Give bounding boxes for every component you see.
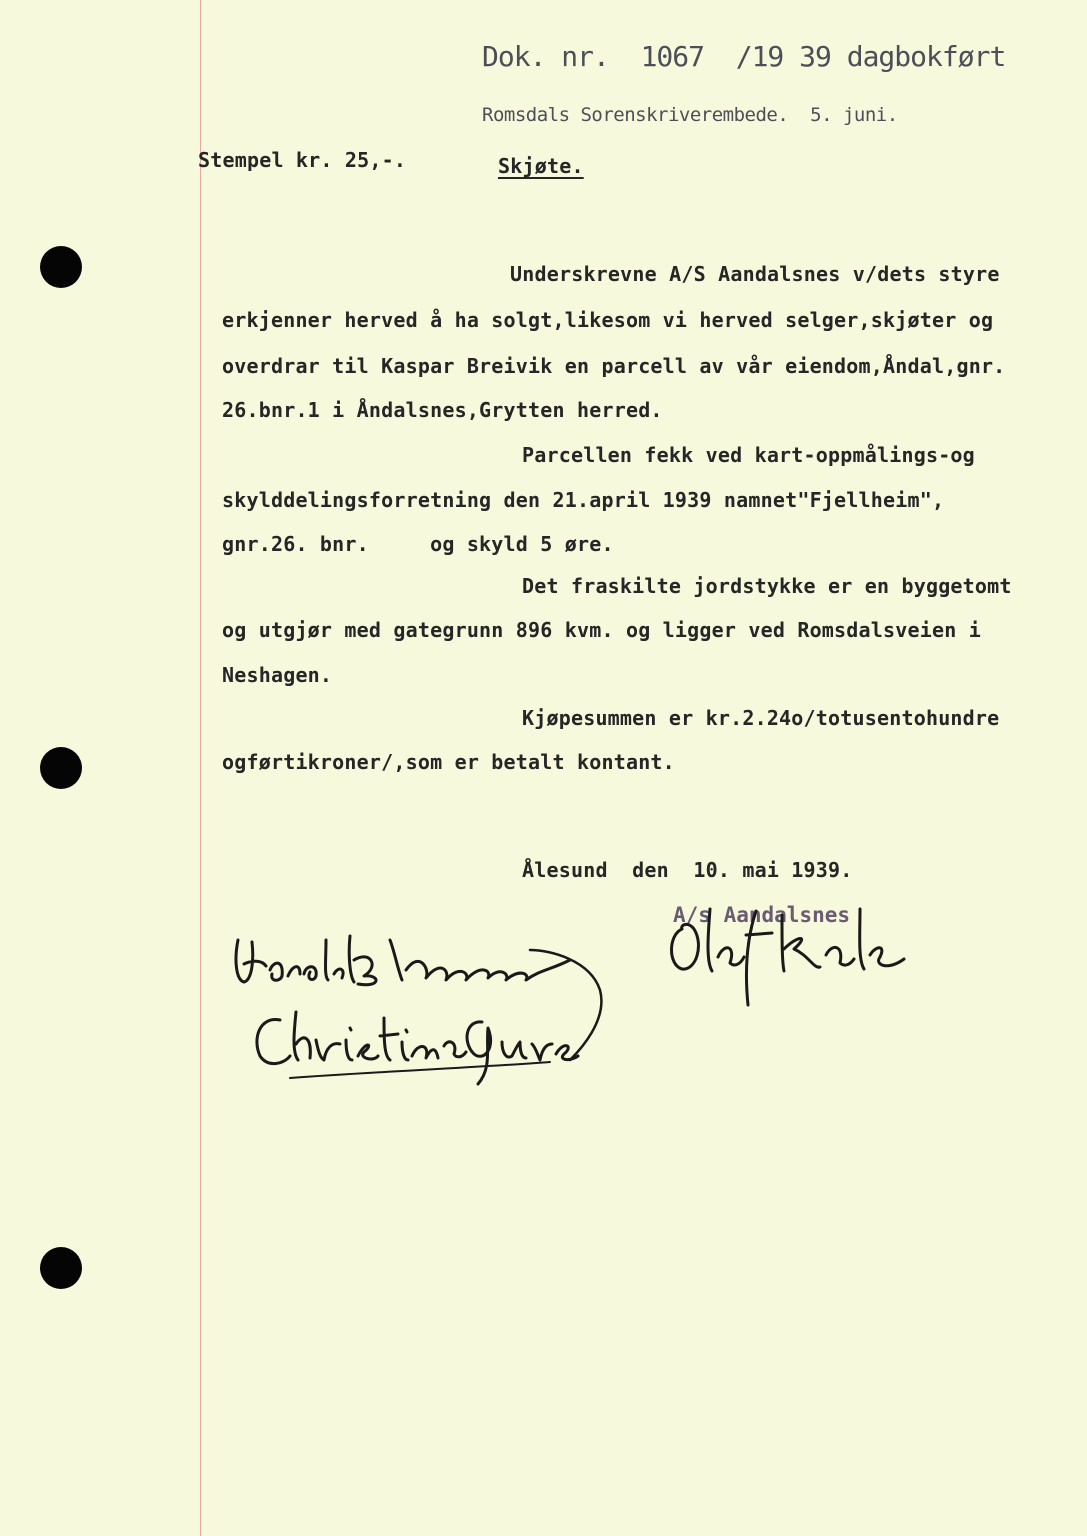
- body-line: Kjøpesummen er kr.2.24o/totusentohundre: [522, 706, 1000, 730]
- body-line: Neshagen.: [222, 663, 333, 687]
- body-line: erkjenner herved å ha solgt,likesom vi herved selger,skjøter og: [222, 308, 994, 332]
- stamp-duty: Stempel kr. 25,-.: [198, 148, 407, 172]
- body-line: skylddelingsforretning den 21.april 1939 namnet"Fjellheim",: [222, 488, 945, 512]
- body-line: Det fraskilte jordstykke er en byggetomt: [522, 574, 1012, 598]
- punch-hole: [40, 1247, 82, 1289]
- document-title: Skjøte.: [498, 154, 584, 178]
- body-line: ogførtikroner/,som er betalt kontant.: [222, 750, 675, 774]
- body-line: gnr.26. bnr. og skyld 5 øre.: [222, 532, 614, 556]
- company-stamp: A/s Aandalsnes: [673, 903, 851, 927]
- place-date: Ålesund den 10. mai 1939.: [522, 858, 853, 882]
- signature-left-lower: [250, 1008, 580, 1088]
- body-line: og utgjør med gategrunn 896 kvm. og ligger ved Romsdalsveien i: [222, 618, 981, 642]
- signature-right: [664, 905, 914, 1015]
- registration-stamp-office: Romsdals Sorenskriverembede. 5. juni.: [482, 104, 898, 126]
- body-line: Parcellen fekk ved kart-oppmålings-og: [522, 443, 975, 467]
- punch-hole: [40, 246, 82, 288]
- body-line: Underskrevne A/S Aandalsnes v/dets styre: [510, 262, 1000, 286]
- body-line: 26.bnr.1 i Åndalsnes,Grytten herred.: [222, 398, 663, 422]
- registration-stamp-number: Dok. nr. 1067 /19 39 dagbokført: [482, 40, 1006, 73]
- body-line: overdrar til Kaspar Breivik en parcell av vår eiendom,Åndal,gnr.: [222, 354, 1006, 378]
- punch-hole: [40, 747, 82, 789]
- margin-rule: [200, 0, 201, 1536]
